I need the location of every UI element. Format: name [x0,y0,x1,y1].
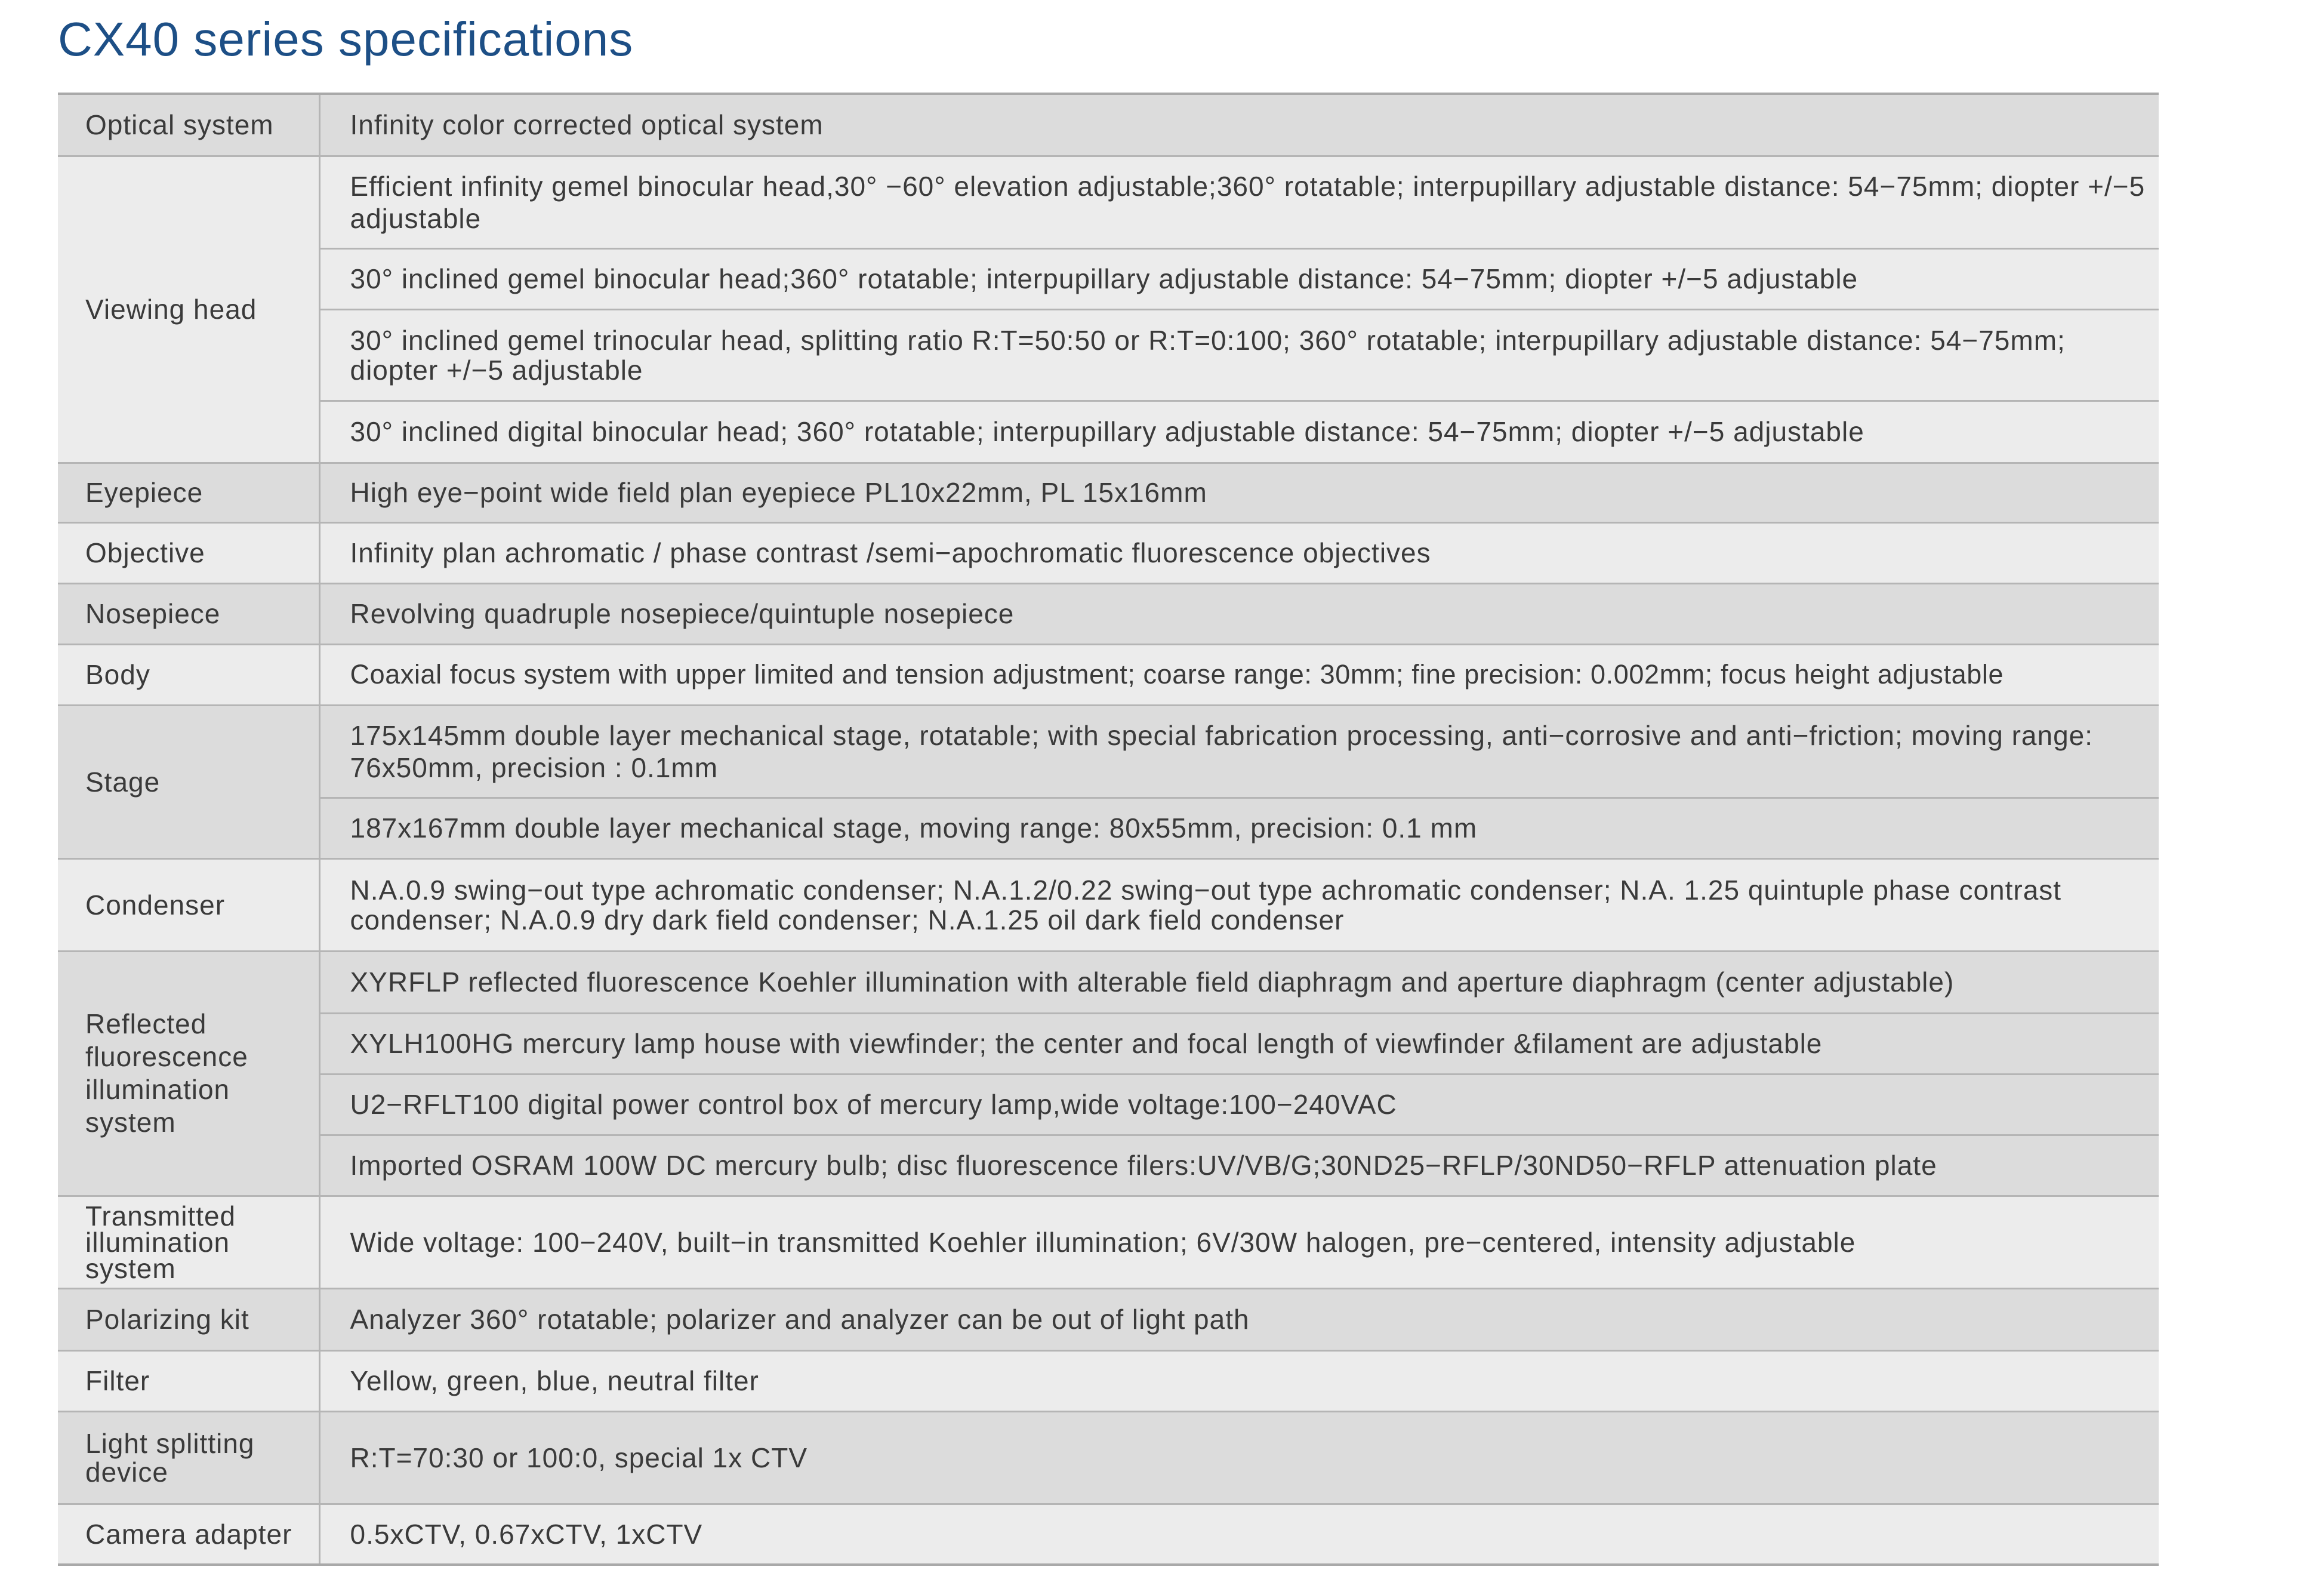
row-label-reflected-fluorescence: Reflected fluorescence illumination system [58,951,319,1196]
table-row [58,522,2159,583]
table-row [58,463,2159,522]
row-label-stage: Stage [58,705,319,858]
table-row [58,1135,2159,1196]
row-value-reflected-4: Imported OSRAM 100W DC mercury bulb; disc fluorescence filers:UV/VB/G;30ND25−RFLP/30ND50−RFLP attenuation plate [319,1135,2159,1196]
table-row [58,156,2159,248]
table-row [58,1504,2159,1565]
row-value-viewing-head-3: 30° inclined gemel trinocular head, splitting ratio R:T=50:50 or R:T=0:100; 360° rotatable; interpupillary adjustable distance: 54−75mm; diopter +/−5 adjustable [319,309,2159,401]
row-value-stage-1: 175x145mm double layer mechanical stage, rotatable; with special fabrication processing, anti−corrosive and anti−friction; moving range: 76x50mm, precision : 0.1mm [319,705,2159,798]
row-label-viewing-head: Viewing head [58,156,319,463]
table-row [58,1013,2159,1074]
row-label-light-splitting: Light splitting device [58,1411,319,1504]
row-value-transmitted-illumination: Wide voltage: 100−240V, built−in transmitted Koehler illumination; 6V/30W halogen, pre−centered, intensity adjustable [319,1196,2159,1288]
row-value-viewing-head-1: Efficient infinity gemel binocular head,30° −60° elevation adjustable;360° rotatable; interpupillary adjustable distance: 54−75mm; diopter +/−5 adjustable [319,156,2159,248]
row-value-reflected-2: XYLH100HG mercury lamp house with viewfinder; the center and focal length of viewfinder &filament are adjustable [319,1013,2159,1074]
table-row [58,583,2159,644]
row-label-body: Body [58,644,319,705]
row-value-eyepiece: High eye−point wide field plan eyepiece PL10x22mm, PL 15x16mm [319,463,2159,522]
table-row [58,1196,2159,1288]
row-value-viewing-head-2: 30° inclined gemel binocular head;360° rotatable; interpupillary adjustable distance: 54−75mm; diopter +/−5 adjustable [319,248,2159,309]
table-row [58,248,2159,309]
table-row [58,951,2159,1013]
row-value-reflected-1: XYRFLP reflected fluorescence Koehler illumination with alterable field diaphragm and aperture diaphragm (center adjustable) [319,951,2159,1013]
row-label-polarizing-kit: Polarizing kit [58,1288,319,1350]
row-label-condenser: Condenser [58,858,319,951]
table-row [58,858,2159,951]
table-row [58,1411,2159,1504]
row-value-polarizing-kit: Analyzer 360° rotatable; polarizer and analyzer can be out of light path [319,1288,2159,1350]
row-value-optical-system: Infinity color corrected optical system [319,94,2159,156]
spec-table [58,93,2159,1566]
table-row [58,1074,2159,1135]
row-value-filter: Yellow, green, blue, neutral filter [319,1350,2159,1411]
row-label-transmitted-illumination: Transmitted illumination system [58,1196,319,1288]
table-row [58,644,2159,705]
row-value-camera-adapter: 0.5xCTV, 0.67xCTV, 1xCTV [319,1504,2159,1565]
table-row [58,798,2159,858]
row-value-nosepiece: Revolving quadruple nosepiece/quintuple nosepiece [319,583,2159,644]
row-label-optical-system: Optical system [58,94,319,156]
row-value-condenser: N.A.0.9 swing−out type achromatic condenser; N.A.1.2/0.22 swing−out type achromatic condenser; N.A. 1.25 quintuple phase contrast condenser; N.A.0.9 dry dark field condenser; N.A.1.25 oil dark field condenser [319,858,2159,951]
table-row [58,309,2159,401]
row-value-viewing-head-4: 30° inclined digital binocular head; 360° rotatable; interpupillary adjustable distance: 54−75mm; diopter +/−5 adjustable [319,401,2159,463]
page-title: CX40 series specifications [58,13,634,66]
table-row [58,1288,2159,1350]
row-value-objective: Infinity plan achromatic / phase contrast /semi−apochromatic fluorescence objectives [319,522,2159,583]
row-value-reflected-3: U2−RFLT100 digital power control box of mercury lamp,wide voltage:100−240VAC [319,1074,2159,1135]
row-label-camera-adapter: Camera adapter [58,1504,319,1565]
table-row [58,1350,2159,1411]
row-value-stage-2: 187x167mm double layer mechanical stage, moving range: 80x55mm, precision: 0.1 mm [319,798,2159,858]
row-label-objective: Objective [58,522,319,583]
table-row [58,401,2159,463]
row-label-filter: Filter [58,1350,319,1411]
table-row [58,94,2159,156]
row-value-body: Coaxial focus system with upper limited and tension adjustment; coarse range: 30mm; fine precision: 0.002mm; focus height adjustable [319,644,2159,705]
row-label-nosepiece: Nosepiece [58,583,319,644]
row-label-eyepiece: Eyepiece [58,463,319,522]
table-row [58,705,2159,798]
row-value-light-splitting: R:T=70:30 or 100:0, special 1x CTV [319,1411,2159,1504]
